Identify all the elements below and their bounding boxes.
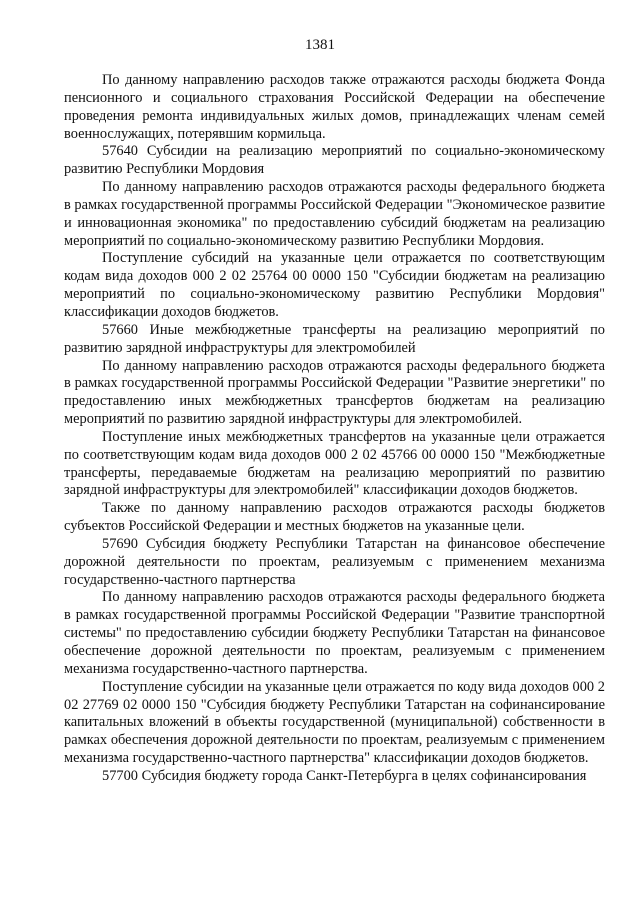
page-number: 1381 (305, 37, 335, 53)
paragraph: Поступление субсидий на указанные цели отражается по соответствующим кодам вида доходов 000 2 02 25764 00 0000 150 "Субсидии бюджетам на реализацию мероприятий по социально-экономическому развитию Республики Мордовия" классификации доходов бюджетов. (64, 250, 605, 320)
paragraph: Поступление субсидии на указанные цели отражается по коду вида доходов 000 2 02 27769 02 0000 150 "Субсидия бюджету Республики Татарстан на софинансирование капитальных вложений в объекты государственной (муниципальной) собственности в рамках обеспечения дорожной деятельности по проектам, реализуемым с применением механизма государственно-частного партнерства" классификации доходов бюджетов. (64, 678, 605, 767)
paragraph: Также по данному направлению расходов отражаются расходы бюджетов субъектов Российской Федерации и местных бюджетов на указанные цели. (64, 500, 605, 535)
paragraph: Поступление иных межбюджетных трансфертов на указанные цели отражается по соответствующим кодам вида доходов 000 2 02 45766 00 0000 150 "Межбюджетные трансферты, передаваемые бюджетам на реализацию мероприятий по развитию зарядной инфраструктуры для электромобилей" классификации доходов бюджетов. (64, 428, 605, 499)
section-heading-57640: 57640 Субсидии на реализацию мероприятий по социально-экономическому развитию Республики Мордовия (64, 143, 605, 178)
paragraph: По данному направлению расходов отражаются расходы федерального бюджета в рамках государственной программы Российской Федерации "Развитие энергетики" по предоставлению иных межбюджетных трансфертов бюджетам на реализацию мероприятий по развитию зарядной инфраструктуры для электромобилей. (64, 357, 605, 428)
section-heading-57700: 57700 Субсидия бюджету города Санкт-Петербурга в целях софинансирования (102, 767, 587, 784)
paragraph: По данному направлению расходов отражаются расходы федерального бюджета в рамках государственной программы Российской Федерации "Развитие транспортной системы" по предоставлению субсидии бюджету Республики Татарстан на финансовое обеспечение дорожной деятельности по проектам, реализуемым с применением механизма государственно-частного партнерства. (64, 589, 605, 677)
paragraph: По данному направлению расходов отражаются расходы федерального бюджета в рамках государственной программы Российской Федерации "Экономическое развитие и инновационная экономика" по предоставлению субсидий бюджетам на реализацию мероприятий по социально-экономическому развитию Республики Мордовия. (64, 179, 605, 249)
section-heading-57660: 57660 Иные межбюджетные трансферты на реализацию мероприятий по развитию зарядной инфраструктуры для электромобилей (64, 321, 605, 356)
paragraph: По данному направлению расходов также отражаются расходы бюджета Фонда пенсионного и социального страхования Российской Федерации на обеспечение проведения ремонта индивидуальных жилых домов, принадлежащих членам семей военнослужащих, потерявшим кормильца. (64, 72, 605, 142)
document-body (64, 72, 605, 786)
section-heading-57690: 57690 Субсидия бюджету Республики Татарстан на финансовое обеспечение дорожной деятельности по проектам, реализуемым с применением механизма государственно-частного партнерства (64, 535, 605, 588)
